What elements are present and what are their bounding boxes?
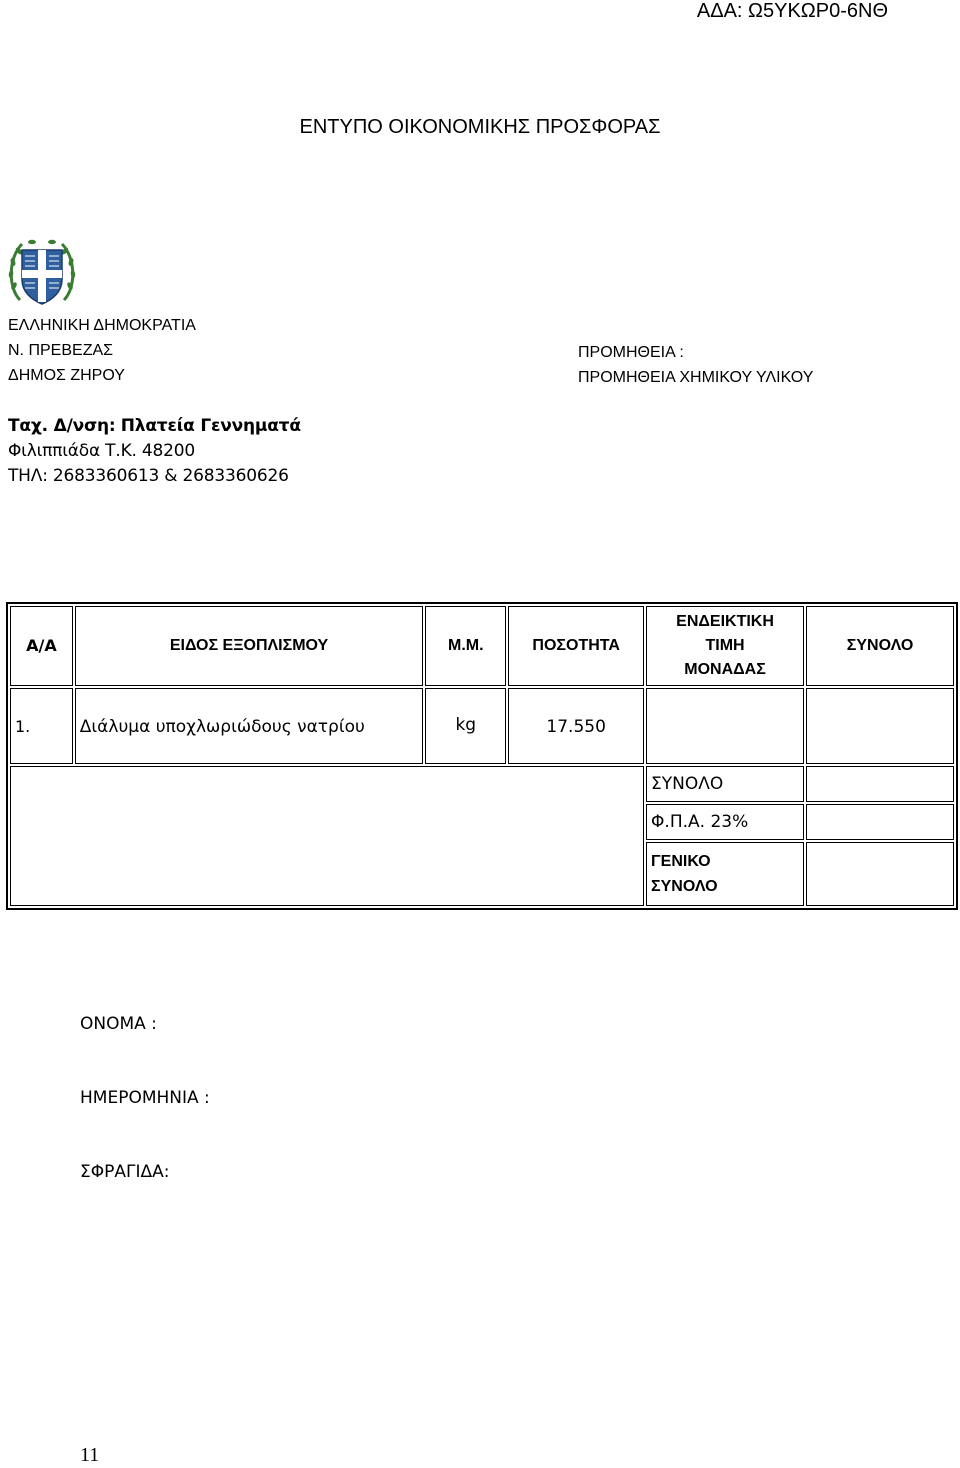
row-unit-price <box>646 688 804 764</box>
summary-grand-total-value <box>806 842 954 906</box>
header-unit: Μ.Μ. <box>425 606 506 686</box>
header-unit-price <box>646 606 804 686</box>
header-unit-price-line-2: ΤΙΜΗ <box>705 637 745 654</box>
issuer-block <box>8 313 196 388</box>
summary-grand-total-line-2: ΣΥΝΟΛΟ <box>651 878 718 895</box>
summary-row-subtotal <box>10 766 954 802</box>
issuer-prefecture: Ν. ΠΡΕΒΕΖΑΣ <box>8 342 114 359</box>
signature-date-label: ΗΜΕΡΟΜΗΝΙΑ : <box>80 1088 210 1108</box>
procurement-block <box>578 340 813 390</box>
summary-vat-value <box>806 804 954 840</box>
issuer-country: ΕΛΛΗΝΙΚΗ ΔΗΜΟΚΡΑΤΙΑ <box>8 317 196 334</box>
summary-subtotal-value <box>806 766 954 802</box>
table-row <box>10 688 954 764</box>
issuer-municipality: ΔΗΜΟΣ ΖΗΡΟΥ <box>8 367 125 384</box>
offer-table <box>6 602 958 910</box>
page-number: 11 <box>80 1444 100 1466</box>
ada-code: ΑΔΑ: Ω5ΥΚΩΡ0-6ΝΘ <box>696 0 888 22</box>
header-unit-price-line-3: ΜΟΝΑΔΑΣ <box>684 661 766 678</box>
greek-coat-of-arms-icon <box>6 234 78 310</box>
signature-name-label: ΟΝΟΜΑ : <box>80 1014 157 1034</box>
header-quantity: ΠΟΣΟΤΗΤΑ <box>508 606 644 686</box>
address-street: Πλατεία Γεννηματά <box>120 416 301 436</box>
header-total: ΣΥΝΟΛΟ <box>806 606 954 686</box>
header-item: ΕΙΔΟΣ ΕΞΟΠΛΙΣΜΟΥ <box>75 606 423 686</box>
document-title: ΕΝΤΥΠΟ ΟΙΚΟΝΟΜΙΚΗΣ ΠΡΟΣΦΟΡΑΣ <box>299 116 661 138</box>
summary-vat-label: Φ.Π.Α. 23% <box>646 804 804 840</box>
header-aa: Α/Α <box>10 606 73 686</box>
row-item: Διάλυμα υποχλωριώδους νατρίου <box>75 688 423 764</box>
procurement-label: ΠΡΟΜΗΘΕΙΑ : <box>578 344 684 361</box>
summary-grand-total-label <box>646 842 804 906</box>
header-unit-price-line-1: ΕΝΔΕΙΚΤΙΚΗ <box>676 613 774 630</box>
address-label: Ταχ. Δ/νση: <box>8 416 116 436</box>
summary-subtotal-label: ΣΥΝΟΛΟ <box>646 766 804 802</box>
table-header-row <box>10 606 954 686</box>
row-unit: kg <box>425 688 506 764</box>
procurement-subject: ΠΡΟΜΗΘΕΙΑ ΧΗΜΙΚΟΥ ΥΛΙΚΟΥ <box>578 369 814 386</box>
address-city: Φιλιππιάδα Τ.Κ. 48200 <box>8 441 196 461</box>
row-aa: 1. <box>10 688 73 764</box>
row-quantity: 17.550 <box>508 688 644 764</box>
summary-grand-total-line-1: ΓΕΝΙΚΟ <box>651 853 711 870</box>
summary-blank-area <box>10 766 644 906</box>
address-phone: ΤΗΛ: 2683360613 & 2683360626 <box>8 466 289 486</box>
signature-seal-label: ΣΦΡΑΓΙΔΑ: <box>80 1162 170 1182</box>
address-block <box>8 414 301 489</box>
row-total <box>806 688 954 764</box>
